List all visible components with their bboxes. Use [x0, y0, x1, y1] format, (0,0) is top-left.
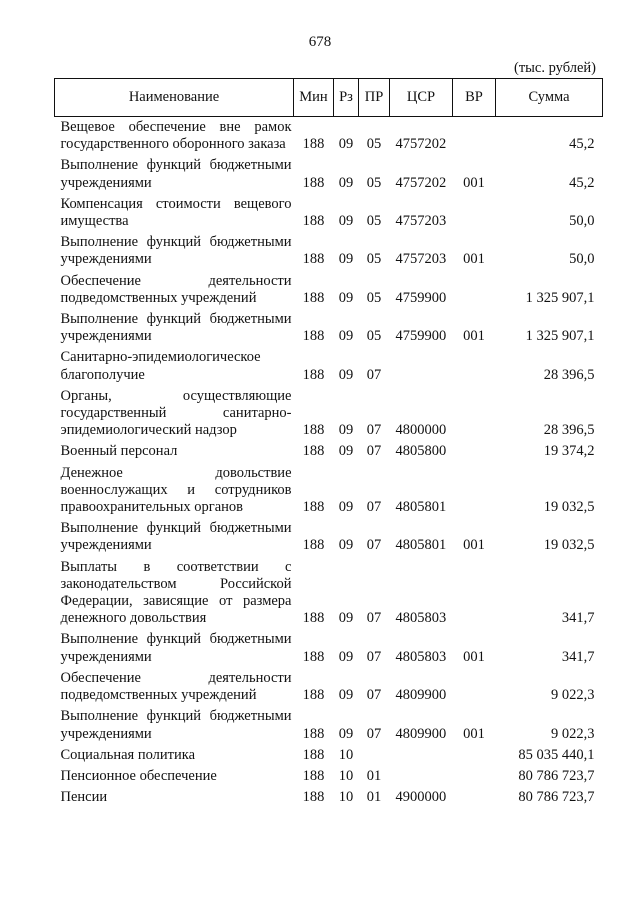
col-header-rz: Рз [334, 79, 359, 117]
row-sum: 45,2 [569, 136, 595, 153]
table-row [55, 271, 603, 309]
row-vr: 001 [463, 174, 485, 191]
row-vr [453, 386, 496, 442]
row-csr: 4809900 [395, 687, 447, 704]
row-pr: 01 [366, 789, 382, 806]
row-vr: 001 [463, 648, 485, 665]
row-pr: 07 [366, 725, 382, 742]
row-pr: 05 [366, 136, 382, 153]
row-name: Выполнение функций бюджетными учреждениями [60, 311, 292, 345]
row-csr: 4759900 [395, 289, 447, 306]
row-vr [453, 766, 496, 787]
col-header-pr: ПР [359, 79, 390, 117]
row-rz: 09 [338, 725, 354, 742]
row-min: 188 [302, 174, 325, 191]
row-name: Санитарно-эпидемиологическое благополучие [60, 349, 261, 383]
row-pr: 07 [366, 687, 382, 704]
table-row [55, 766, 603, 787]
row-csr: 4805800 [395, 443, 447, 460]
row-pr: 05 [366, 251, 382, 268]
table-row [55, 117, 603, 156]
table-row [55, 232, 603, 270]
row-name: Органы, осуществляющие государственный санитарно-эпидемиологический надзор [60, 387, 292, 439]
row-name: Вещевое обеспечение вне рамок государственного оборонного заказа [60, 119, 292, 153]
row-rz: 09 [338, 251, 354, 268]
row-name: Выполнение функций бюджетными учреждениями [60, 708, 292, 742]
row-pr: 07 [366, 422, 382, 439]
row-vr [453, 745, 496, 766]
row-vr [453, 441, 496, 462]
row-sum: 341,7 [561, 648, 595, 665]
table-row [55, 745, 603, 766]
row-rz: 09 [338, 610, 354, 627]
row-vr: 001 [463, 251, 485, 268]
row-rz: 09 [338, 499, 354, 516]
row-sum: 28 396,5 [543, 422, 595, 439]
row-sum: 50,0 [569, 251, 595, 268]
row-sum: 85 035 440,1 [518, 746, 595, 763]
row-min: 188 [302, 328, 325, 345]
row-name: Выплаты в соответствии с законодательством Российской Федерации, зависящие от размера денежного довольствия [60, 558, 292, 627]
row-vr [453, 194, 496, 232]
row-csr [390, 745, 453, 766]
row-sum: 19 032,5 [543, 499, 595, 516]
row-name: Компенсация стоимости вещевого имущества [60, 195, 292, 230]
row-sum: 1 325 907,1 [525, 328, 595, 345]
row-rz: 09 [338, 648, 354, 665]
table-row [55, 155, 603, 193]
row-min: 188 [302, 443, 325, 460]
row-min: 188 [302, 251, 325, 268]
row-vr [453, 117, 496, 156]
row-pr: 05 [366, 289, 382, 306]
table-row [55, 347, 603, 385]
row-rz: 09 [338, 289, 354, 306]
row-sum: 19 032,5 [543, 537, 595, 554]
row-min: 188 [302, 136, 325, 153]
row-pr: 07 [366, 443, 382, 460]
row-sum: 19 374,2 [543, 443, 595, 460]
row-name: Пенсии [60, 789, 108, 806]
row-csr: 4759900 [395, 328, 447, 345]
row-pr: 05 [366, 213, 382, 230]
row-name: Военный персонал [60, 443, 178, 460]
row-pr: 07 [366, 610, 382, 627]
row-rz: 09 [338, 328, 354, 345]
row-vr: 001 [463, 328, 485, 345]
row-sum: 50,0 [569, 213, 595, 230]
col-header-sum: Сумма [496, 79, 603, 117]
row-sum: 9 022,3 [551, 725, 595, 742]
row-sum: 80 786 723,7 [518, 789, 595, 806]
row-pr: 07 [366, 499, 382, 516]
row-csr: 4805801 [395, 537, 447, 554]
row-csr: 4805803 [395, 610, 447, 627]
table-header-row [55, 79, 603, 117]
row-vr [453, 668, 496, 706]
row-name: Денежное довольствие военнослужащих и сотрудников правоохранительных органов [60, 464, 292, 516]
row-pr: 07 [366, 648, 382, 665]
row-name: Обеспечение деятельности подведомственных учреждений [60, 272, 292, 306]
table-row [55, 518, 603, 556]
col-header-min: Мин [294, 79, 334, 117]
row-rz: 09 [338, 443, 354, 460]
row-min: 188 [302, 366, 325, 383]
row-pr: 05 [366, 328, 382, 345]
row-vr: 001 [463, 537, 485, 554]
row-csr: 4800000 [395, 422, 447, 439]
table-row [55, 194, 603, 232]
row-name: Пенсионное обеспечение [60, 767, 217, 784]
table-row [55, 787, 603, 808]
row-rz: 09 [338, 537, 354, 554]
row-vr [453, 787, 496, 808]
row-pr [359, 745, 390, 766]
row-sum: 45,2 [569, 174, 595, 191]
row-sum: 1 325 907,1 [525, 289, 595, 306]
row-sum: 341,7 [561, 610, 595, 627]
page-number: 678 [308, 34, 332, 50]
row-vr [453, 557, 496, 630]
table-row [55, 557, 603, 630]
row-vr [453, 271, 496, 309]
row-csr [390, 347, 453, 385]
row-rz: 09 [338, 174, 354, 191]
row-csr [390, 766, 453, 787]
row-rz: 10 [338, 789, 354, 806]
row-pr: 07 [366, 537, 382, 554]
row-min: 188 [302, 767, 325, 784]
row-min: 188 [302, 687, 325, 704]
row-rz: 09 [338, 422, 354, 439]
col-header-csr: ЦСР [390, 79, 453, 117]
row-name: Выполнение функций бюджетными учреждениями [60, 631, 292, 665]
row-sum: 80 786 723,7 [518, 767, 595, 784]
row-rz: 09 [338, 687, 354, 704]
row-rz: 09 [338, 136, 354, 153]
row-min: 188 [302, 213, 325, 230]
row-rz: 10 [338, 767, 354, 784]
row-pr: 01 [366, 767, 382, 784]
row-min: 188 [302, 289, 325, 306]
row-vr [453, 463, 496, 519]
table-row [55, 386, 603, 442]
row-csr: 4757203 [395, 213, 447, 230]
row-min: 188 [302, 725, 325, 742]
row-csr: 4805801 [395, 499, 447, 516]
col-header-name: Наименование [55, 79, 294, 117]
row-csr: 4805803 [395, 648, 447, 665]
row-pr: 05 [366, 174, 382, 191]
row-rz: 09 [338, 213, 354, 230]
table-row [55, 309, 603, 347]
row-min: 188 [302, 537, 325, 554]
table-row [55, 441, 603, 462]
row-sum: 9 022,3 [551, 687, 595, 704]
row-rz: 09 [338, 366, 354, 383]
row-min: 188 [302, 648, 325, 665]
row-name: Выполнение функций бюджетными учреждениями [60, 234, 292, 268]
table-row [55, 629, 603, 667]
row-rz: 10 [338, 746, 354, 763]
budget-table [54, 78, 603, 808]
table-row [55, 668, 603, 706]
table-row [55, 463, 603, 519]
row-name: Выполнение функций бюджетными учреждениями [60, 520, 292, 554]
row-sum: 28 396,5 [543, 366, 595, 383]
row-min: 188 [302, 499, 325, 516]
row-vr [453, 347, 496, 385]
row-min: 188 [302, 789, 325, 806]
row-csr: 4757202 [395, 136, 447, 153]
table-row [55, 706, 603, 744]
row-pr: 07 [366, 366, 382, 383]
row-vr: 001 [463, 725, 485, 742]
row-csr: 4809900 [395, 725, 447, 742]
row-min: 188 [302, 422, 325, 439]
col-header-vr: ВР [453, 79, 496, 117]
row-name: Обеспечение деятельности подведомственных учреждений [60, 669, 292, 704]
row-csr: 4757203 [395, 251, 447, 268]
row-min: 188 [302, 746, 325, 763]
units-label: (тыс. рублей) [514, 60, 596, 76]
row-name: Социальная политика [60, 746, 196, 763]
row-min: 188 [302, 610, 325, 627]
row-csr: 4900000 [395, 789, 447, 806]
row-csr: 4757202 [395, 174, 447, 191]
row-name: Выполнение функций бюджетными учреждениями [60, 157, 292, 191]
